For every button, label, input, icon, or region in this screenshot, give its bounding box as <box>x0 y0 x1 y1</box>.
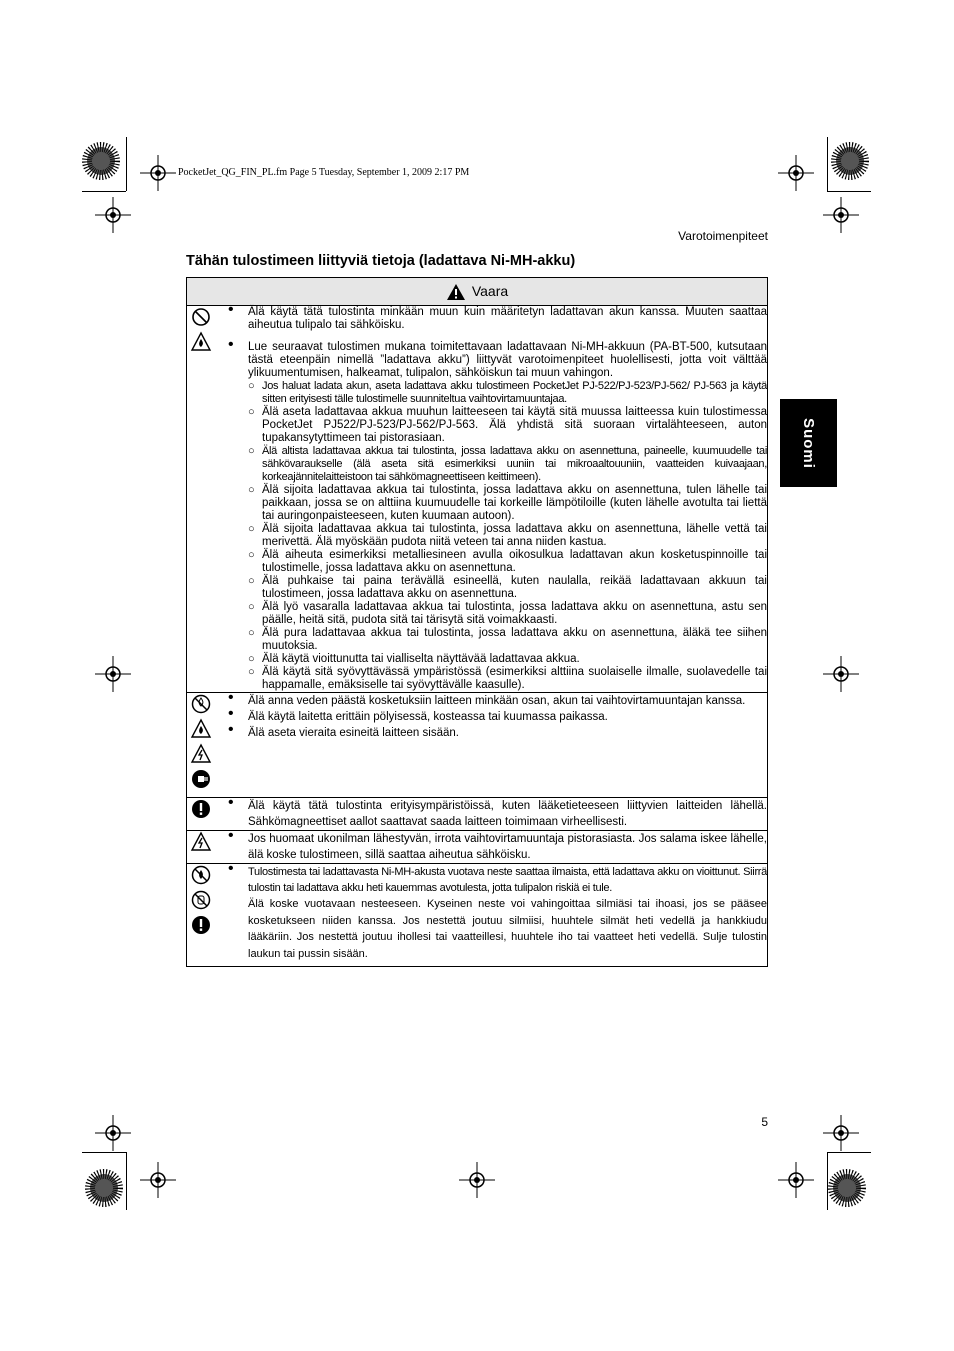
warning-triangle-icon <box>446 283 466 301</box>
table-row <box>187 306 768 693</box>
row-icons <box>187 693 216 798</box>
list-item: • Älä käytä tätä tulostinta minkään muun kuin määritetyn ladattavan akun kanssa. Muuten saattaa aiheutua tulipalo tai sähköisku. <box>215 306 767 332</box>
electric-shock-icon <box>190 743 212 765</box>
table-row <box>187 831 768 864</box>
sub-list-item: ○ Älä aseta ladattavaa akkua muuhun laitteeseen tai käytä sitä muussa laitteessa kuin tulostimessa PocketJet PJ522/PJ-523/PJ-562/PJ-563. Älä yhdistä sitä suoraan virtalähteeseen, auton tupakansytyttimeen tai pistorasiaan. <box>248 406 767 445</box>
registration-mark <box>778 155 814 191</box>
row-icons <box>187 864 216 967</box>
crop-mark <box>126 1152 127 1210</box>
table-header <box>187 278 768 306</box>
table-header-label: Vaara <box>471 283 509 299</box>
electric-shock-icon <box>190 831 212 853</box>
row-icons <box>187 306 216 693</box>
registration-mark <box>823 197 859 233</box>
sub-list-item: ○ Jos haluat ladata akun, aseta ladattava akku tulostimeen PocketJet PJ-522/PJ-523/PJ-562/ PJ-563 ja käytä sitten erityisesti tälle tulostimelle suunniteltua vaihtovirtamuuntajaa. <box>248 380 767 406</box>
row-icons <box>187 831 216 864</box>
crop-mark <box>82 1152 126 1153</box>
color-target-bottom-left <box>89 1173 119 1203</box>
crop-mark <box>126 137 127 191</box>
table-row <box>187 798 768 831</box>
section-title: Tähän tulostimeen liittyviä tietoja (ladattava Ni-MH-akku) <box>186 253 576 269</box>
row-text <box>215 864 768 967</box>
row-icons <box>187 798 216 831</box>
sub-list-item: ○ Älä pura ladattavaa akkua tai tulostinta, jossa ladattava akku on asennettuna, äläkä tee siihen muutoksia. <box>248 627 767 653</box>
registration-mark <box>459 1162 495 1198</box>
running-head: Varotoimenpiteet <box>678 229 768 243</box>
row-text <box>215 831 768 864</box>
sub-list <box>248 380 767 692</box>
registration-mark <box>823 656 859 692</box>
mandatory-icon <box>190 914 212 936</box>
sub-list-item: ○ Älä käytä sitä syövyttävässä ympäristössä (esimerkiksi alttiina suolaiselle ilmalle, suolavedelle tai happamalle, emäksiselle tai syövyttävälle kaasulle). <box>248 666 767 692</box>
registration-mark <box>823 1115 859 1151</box>
paragraph: Älä koske vuotavaan nesteeseen. Kyseinen neste voi vahingoittaa silmiäsi tai ihoasi, jos se pääsee kosketukseen niiden kanssa. Jos nestettä joutuu silmiisi, huuhtele silmät heti vedellä ja hankkiudu lääkäriin. Jos nestettä joutuu ihollesi tai vaatteillesi, huuhtele iho tai vaatteet heti vedellä. Sulje tulostin laukun tai pussin sisään. <box>248 898 767 960</box>
row-text <box>215 798 768 831</box>
registration-mark <box>95 197 131 233</box>
no-fire-icon <box>190 864 212 886</box>
crop-mark <box>82 191 126 192</box>
sub-list-item: ○ Älä sijoita ladattavaa akkua tai tulostinta, jossa ladattava akku on asennettuna, lähelle vettä tai merivettä. Älä myöskään pudota niitä veteen tai anna niiden kastua. <box>248 523 767 549</box>
crop-mark <box>827 191 871 192</box>
registration-mark <box>95 1115 131 1151</box>
registration-mark <box>140 155 176 191</box>
language-tab-label: Suomi <box>800 417 817 469</box>
list-item <box>215 341 767 692</box>
unplug-icon <box>190 768 212 790</box>
registration-mark <box>778 1162 814 1198</box>
color-target-top-right <box>835 146 865 176</box>
sub-list-item: ○ Älä aiheuta esimerkiksi metalliesineen avulla oikosulkua ladattavan akun kosketuspinnoille tai tulostimelle, jossa ladattava akku on asennettuna. <box>248 549 767 575</box>
list-item: • Älä käytä laitetta erittäin pölyisessä, kosteassa tai kuumassa paikassa. <box>215 709 767 725</box>
no-touch-icon <box>190 889 212 911</box>
file-header: PocketJet_QG_FIN_PL.fm Page 5 Tuesday, September 1, 2009 2:17 PM <box>178 167 470 178</box>
fire-warning-icon <box>190 718 212 740</box>
list-item: • Älä aseta vieraita esineitä laitteen sisään. <box>215 725 767 741</box>
sub-list-item: ○ Älä lyö vasaralla ladattavaa akkua tai tulostinta, jossa ladattava akku on asennettuna, astu sen päälle, heitä sitä, pudota sitä tai tärisytä sitä voimakkaasti. <box>248 601 767 627</box>
prohibited-icon <box>190 306 212 328</box>
warning-table <box>186 277 768 967</box>
crop-mark <box>827 1152 871 1153</box>
list-item: • Älä anna veden päästä kosketuksiin laitteen minkään osan, akun tai vaihtovirtamuuntajan kanssa. <box>215 693 767 709</box>
mandatory-icon <box>190 798 212 820</box>
sub-list-item: ○ Älä altista ladattavaa akkua tai tulostinta, jossa ladattava akku on asennettuna, paineelle, kuumuudelle tai sähkövaraukselle (älä aseta sitä esimerkiksi uuniin tai mikroaaltouuniin, vaatteiden kuivaajaan, korkeajännitelaitteistoon tai sähkömagneettiseen keittimeen). <box>248 445 767 484</box>
list-item: • Tulostimesta tai ladattavasta Ni-MH-akusta vuotava neste saattaa ilmaista, että ladattava akku on vioittunut. Siirrä tulostin tai ladattava akku heti kauemmas avotulesta, jotta tulipalon riskiä ei tule. <box>215 864 767 896</box>
crop-mark <box>827 1152 828 1210</box>
list-item: • Älä käytä tätä tulostinta erityisympäristöissä, kuten lääketieteeseen liittyvien laitteiden lähellä. Sähkömagneettiset aallot saattavat saada laitteen toimimaan virheellisesti. <box>215 798 767 830</box>
row-text <box>215 306 768 693</box>
registration-mark <box>95 656 131 692</box>
color-target-top-left <box>86 146 116 176</box>
table-row <box>187 864 768 967</box>
row-text <box>215 693 768 798</box>
list-item: • Jos huomaat ukonilman lähestyvän, irrota vaihtovirtamuuntaja pistorasiasta. Jos salama iskee lähelle, älä koske tulostimeen, sillä saattaa aiheutua sähköisku. <box>215 831 767 863</box>
no-water-icon <box>190 693 212 715</box>
table-row <box>187 693 768 798</box>
page-number: 5 <box>761 1115 768 1129</box>
crop-mark <box>827 137 828 191</box>
sub-list-item: ○ Älä puhkaise tai paina terävällä esineellä, kuten naulalla, reikää ladattavaan akkuun tai tulostimeen, jossa ladattava akku on asennettuna. <box>248 575 767 601</box>
list-item-text: • Lue seuraavat tulostimen mukana toimitettavaan ladattavaan Ni-MH-akkuun (PA-BT-500, kutsutaan tästä eteenpäin nimellä ”ladattava akku”) liittyvät varotoimenpiteet huolellisesti, jotta voit välttää ylikuumentumisen, halkeamat, tulipalon, sähköiskun tai muun vahingon. <box>248 341 767 379</box>
sub-list-item: ○ Älä sijoita ladattavaa akkua tai tulostinta, jossa ladattava akku on asennettuna, tulen lähelle tai paikkaan, jossa se on alttiina kuumuudelle tai korkeille lämpötiloille (kuten lähelle avotulta tai liettä tai auringonpaisteeseen, kuten kuumaan autoon). <box>248 484 767 523</box>
fire-warning-icon <box>190 331 212 353</box>
registration-mark <box>140 1162 176 1198</box>
language-tab <box>780 399 837 487</box>
color-target-bottom-right <box>832 1173 862 1203</box>
sub-list-item: ○ Älä käytä vioittunutta tai vialliselta näyttävää ladattavaa akkua. <box>248 653 767 666</box>
